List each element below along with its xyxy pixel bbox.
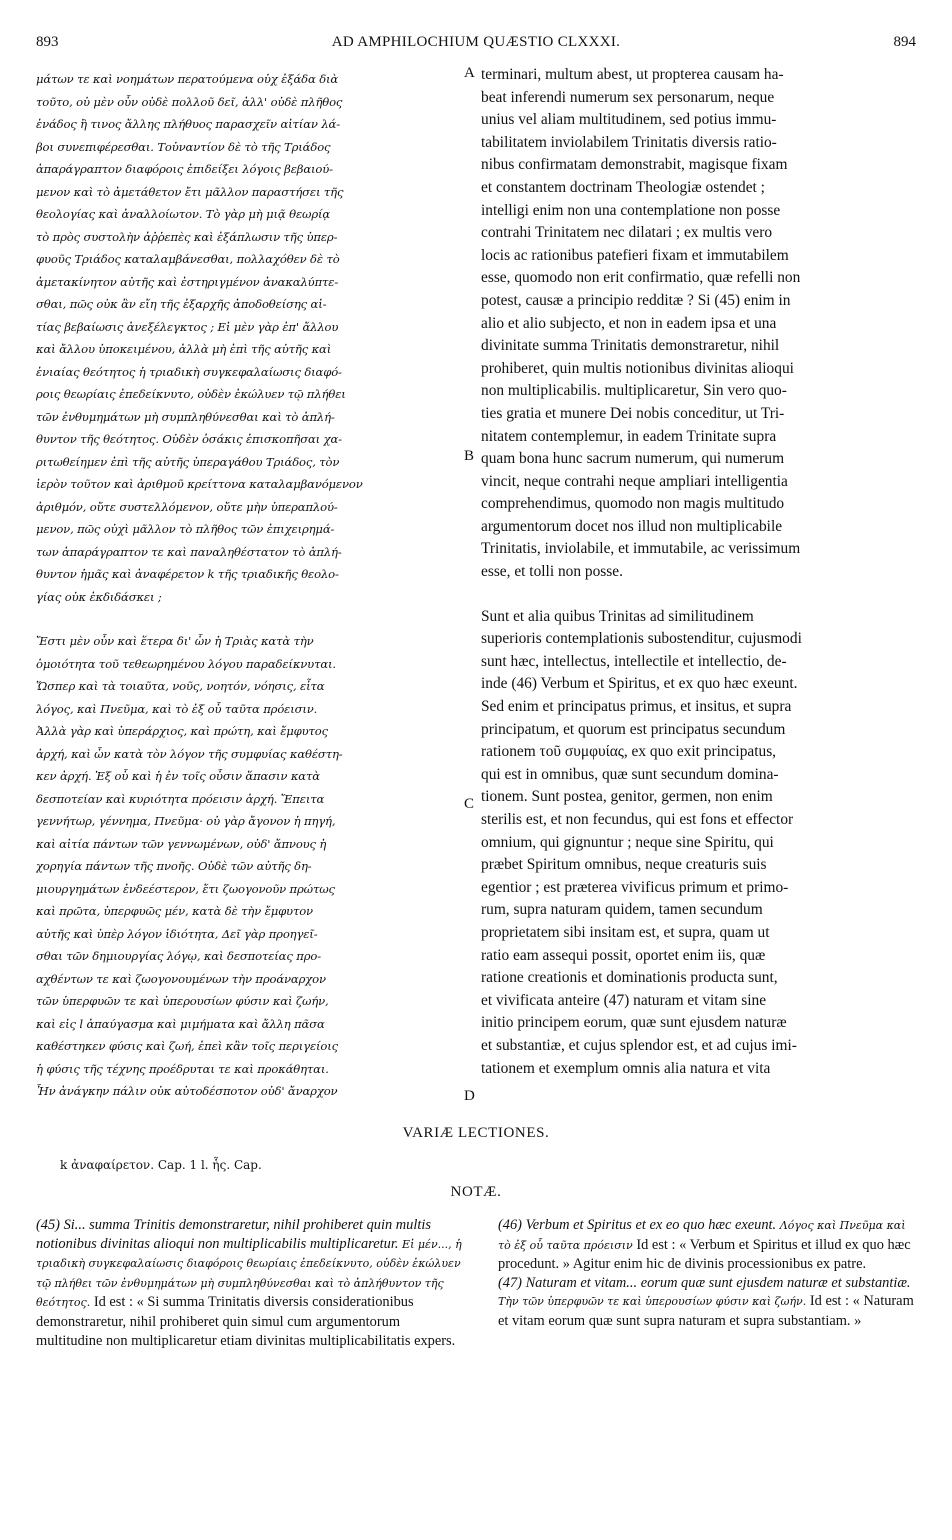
greek-text-line: θυντον τῆς θεότητος. Οὐδὲν ὁσάκις ἐπισκοπῆσαι χα- bbox=[36, 432, 342, 446]
greek-text-line: Ἔστι μὲν οὖν καὶ ἕτερα δι' ὧν ἡ Τριὰς κατὰ τὴν bbox=[36, 634, 314, 648]
greek-text-line: γίας οὐκ ἐκδιδάσκει ; bbox=[36, 589, 162, 604]
margin-letter-d: D bbox=[464, 1088, 475, 1104]
greek-text-line: Ἦν ἀνάγκην πάλιν οὐκ αὐτοδέσποτον οὐδ' ἄναρχον bbox=[36, 1084, 338, 1098]
greek-text-line: ἑνιαίας θεότητος ἡ τριαδικὴ συγκεφαλαίωσις διαφό- bbox=[36, 364, 342, 379]
greek-text-line: ὁμοιότητα τοῦ τεθεωρημένου λόγου παραδείκνυται. bbox=[36, 656, 336, 671]
greek-text-line: Ἀλλὰ γὰρ καὶ ὑπεράρχιος, καὶ πρώτη, καὶ ἔμφυτος bbox=[36, 724, 328, 738]
greek-text-line: μενον, πῶς οὐχὶ μᾶλλον τὸ πλῆθος τῶν ἐπιχειρημά- bbox=[36, 522, 335, 536]
note-paragraph bbox=[498, 1216, 918, 1274]
latin-text-line: præbet Spiritum omnibus, neque creaturis suis bbox=[481, 856, 767, 874]
greek-text-line: θεολογίας καὶ ἀναλλοίωτον. Τὸ γὰρ μὴ μιᾷ θεωρίᾳ bbox=[36, 207, 331, 221]
greek-text-line: σθαι, πῶς οὐκ ἂν εἴη τῆς ἐξαρχῆς ἀποδοθείσης αἰ- bbox=[36, 297, 327, 311]
latin-text-line: unius vel aliam multitudinem, sed potius immu- bbox=[481, 111, 777, 129]
greek-text-line: σθαι τῶν δημιουργίας λόγῳ, καὶ δεσποτείας προ- bbox=[36, 949, 321, 963]
latin-text-line: initio principem eorum, quæ sunt ejusdem naturæ bbox=[481, 1014, 787, 1032]
greek-text-line: γεννήτωρ, γέννημα, Πνεῦμα· οὐ γὰρ ἄγονον ἡ πηγή, bbox=[36, 814, 336, 828]
greek-text-line: μάτων τε καὶ νοημάτων περατούμενα οὐχ ἐξάδα διὰ bbox=[36, 72, 339, 86]
latin-text-line: et substantiæ, et cujus splendor est, et ad cujus imi- bbox=[481, 1036, 797, 1054]
greek-text-line: ἀπαράγραπτον διαφόροις ἐπιδείξει λόγοις βεβαιού- bbox=[36, 162, 333, 176]
notes-left-column bbox=[36, 1216, 462, 1350]
note-lemma: (46) Verbum et Spiritus et ex eo quo hæc exeunt. bbox=[498, 1217, 777, 1233]
latin-text-line: divinitate summa Trinitatis demonstraretur, nihil bbox=[481, 337, 780, 355]
latin-text-line: sunt hæc, intellectus, intellectile et intellectio, de- bbox=[481, 652, 787, 670]
latin-text-line: Trinitatis, inviolabile, et immutabile, ac verissimum bbox=[481, 540, 801, 558]
note-paragraph bbox=[36, 1216, 462, 1350]
note-greek: Τὴν τῶν ὑπερφυῶν τε καὶ ὑπερουσίων φύσιν καὶ ζωήν. bbox=[498, 1295, 807, 1309]
greek-text-line: ἀρχή, καὶ ὧν κατὰ τὸν λόγον τῆς συμφυίας καθέστη- bbox=[36, 746, 343, 761]
latin-text-line: rationem τοῦ συμφυίας, ex quo exit principatus, bbox=[481, 743, 777, 761]
greek-text-line: ριτωθείημεν ἐπὶ τῆς αὐτῆς ὑπεραγάθου Τριάδος, τὸν bbox=[36, 454, 340, 469]
greek-text-line: ἀμετακίνητον αὐτῆς καὶ ἐστηριγμένον ἀνακαλύπτε- bbox=[36, 274, 339, 289]
greek-text-line: βοι συνεπιφέρεσθαι. Τοὐναντίον δὲ τὸ τῆς Τριάδος bbox=[36, 139, 331, 154]
latin-text-line: argumentorum docet nos illud non multiplicabile bbox=[481, 517, 783, 535]
latin-text-line: Sed enim et principatus primus, et insitus, et supra bbox=[481, 698, 792, 716]
note-lemma: (47) Naturam et vitam... eorum quæ sunt ejusdem naturæ et substantiæ. bbox=[498, 1274, 911, 1291]
latin-text-line: terminari, multum abest, ut propterea causam ha- bbox=[481, 66, 784, 83]
greek-text-line: καθέστηκεν φύσις καὶ ζωή, ἐπεὶ κἂν τοῖς περιγείοις bbox=[36, 1039, 338, 1053]
greek-text-line: ροις θεωρίαις ἐπεδείκνυτο, οὐδὲν ἐκώλυεν τῷ πλήθει bbox=[36, 387, 346, 401]
note-text: Id est : « Verbum et Spiritus et illud ex quo hæc procedunt. » Agitur enim hic de divinis processionibus ex patre. bbox=[498, 1236, 911, 1273]
greek-text-line: ἀριθμόν, οὔτε συστελλόμενον, οὔτε μὴν ὑπεραπλού- bbox=[36, 499, 338, 514]
greek-text-line: λόγος, καὶ Πνεῦμα, καὶ τὸ ἐξ οὗ ταῦτα πρόεισιν. bbox=[36, 701, 318, 716]
page-number-right: 894 bbox=[893, 34, 916, 50]
greek-text-line: μιουργημάτων ἐνδεέστερον, ἔτι ζωογονοῦν πρώτως bbox=[36, 881, 335, 896]
greek-text-line: θυντον ἡμᾶς καὶ ἀναφέρετον k τῆς τριαδικῆς θεολο- bbox=[36, 567, 339, 581]
greek-text-line: τὸ πρὸς συστολὴν ἀῤῥεπὲς καὶ ἐξάπλωσιν τῆς ὑπερ- bbox=[36, 229, 338, 244]
latin-text-line: omnium, qui gignuntur ; neque sine Spiritu, qui bbox=[481, 833, 774, 851]
margin-letter-c: C bbox=[464, 796, 475, 812]
notes-right-column bbox=[498, 1216, 918, 1331]
running-title: AD AMPHILOCHIUM QUÆSTIO CLXXXI. bbox=[331, 34, 621, 50]
latin-text-line bbox=[481, 584, 917, 606]
greek-text-line: καὶ εἰς l ἀπαύγασμα καὶ μιμήματα καὶ ἄλλη πᾶσα bbox=[36, 1016, 325, 1031]
greek-text-line: τίας βεβαίωσις ἀνεξέλεγκτος ; Εἰ μὲν γὰρ ἐπ' ἄλλου bbox=[36, 319, 339, 334]
latin-text-line: locis ac rationibus patefieri fixam et immutabilem bbox=[481, 246, 789, 264]
latin-text-line: tionem. Sunt postea, genitor, germen, non enim bbox=[481, 788, 773, 806]
note-greek: Εἰ μέν..., ἡ τριαδικὴ συγκεφαλαίωσις διαφόροις θεωρίαις ἐπεδείκνυτο, οὐδὲν ἐκώλυεν τῷ πλήθει τῶν ἐνθυμημάτων μὴ συμπληθύνεσθαι καὶ τὸ ἀπλήθυντον τῆς θεότητος. bbox=[36, 1237, 462, 1310]
latin-text-line: non multiplicabilis. multiplicaretur, Sin vero quo- bbox=[481, 382, 787, 400]
latin-text-line: tabilitatem inviolabilem Trinitatis diversis ratio- bbox=[481, 133, 777, 151]
latin-text-line: Sunt et alia quibus Trinitas ad similitudinem bbox=[481, 607, 754, 625]
latin-text-line: et vivificata anteire (47) naturam et vitam sine bbox=[481, 991, 767, 1009]
greek-text-column bbox=[36, 68, 460, 1103]
greek-text-line: ἑνάδος ἢ τινος ἄλλης πλήθυος παρασχεῖν αἰτίαν λά- bbox=[36, 117, 340, 131]
greek-text-line: καὶ πρῶτα, ὑπερφυῶς μέν, κατὰ δὲ τὴν ἔμφυτον bbox=[36, 904, 313, 918]
latin-text-line: qui est in omnibus, quæ sunt secundum domina- bbox=[481, 765, 779, 783]
latin-text-line: nitatem contemplemur, in eadem Trinitate supra bbox=[481, 427, 777, 445]
greek-text-line: αχθέντων τε καὶ ζωογονουμένων τὴν προάναρχον bbox=[36, 971, 326, 986]
greek-text-line: τῶν ἐνθυμημάτων μὴ συμπληθύνεσθαι καὶ τὸ ἀπλή- bbox=[36, 409, 335, 424]
latin-text-line: esse, quomodo non erit confirmatio, quæ refelli non bbox=[481, 269, 801, 287]
latin-text-line: quam bona hunc sacrum numerum, qui numerum bbox=[481, 450, 785, 468]
latin-text-line: principatum, et quorum est principatus secundum bbox=[481, 720, 786, 738]
note-paragraph bbox=[498, 1274, 918, 1331]
greek-text-line: χορηγία πάντων τῆς πνοῆς. Οὐδὲ τῶν αὐτῆς δη- bbox=[36, 859, 312, 873]
latin-text-line: alio et alio subjecto, et non in eadem ipsa et una bbox=[481, 314, 777, 332]
variae-lectiones-text: k ἀναφαίρετον. Cap. 1 l. ἧς. Cap. bbox=[60, 1158, 262, 1172]
running-header bbox=[36, 34, 916, 56]
latin-text-line: sterilis est, et non fecundus, qui est fons et effector bbox=[481, 811, 794, 828]
latin-text-line: ratione creationis et dominationis producta sunt, bbox=[481, 969, 778, 987]
note-text: Id est : « Naturam et vitam eorum quæ sunt supra naturam et supra substantiam. » bbox=[498, 1293, 914, 1329]
latin-text-line: superioris contemplationis subostenditur, cujusmodi bbox=[481, 630, 802, 648]
note-lemma: (45) Si... summa Trinitis demonstraretur, nihil prohiberet quin multis notionibus divinitas alioqui non multiplicabilis multiplicaretur. bbox=[36, 1217, 431, 1252]
latin-text-line: inde (46) Verbum et Spiritus, et ex quo hæc exeunt. bbox=[481, 675, 798, 693]
note-greek: Λόγος καὶ Πνεῦμα καὶ τὸ ἐξ οὗ ταῦτα πρόεισιν bbox=[498, 1219, 906, 1252]
greek-text-line: των ἀπαράγραπτον τε καὶ παναληθέστατον τὸ ἀπλή- bbox=[36, 544, 342, 559]
note-text: Id est : « Si summa Trinitatis diversis considerationibus demonstraretur, nihil prohiberet quin simul cum argumentorum multitudine non multiplicaretur etiam divinitas multiplicabilitatis expers. bbox=[36, 1294, 456, 1349]
latin-text-line: comprehendimus, quomodo non magis multitudo bbox=[481, 495, 785, 513]
greek-text-line: δεσποτείαν καὶ κυριότητα πρόεισιν ἀρχή. Ἔπειτα bbox=[36, 791, 325, 806]
greek-text-line: φυοῦς Τριάδος καταλαμβάνεσθαι, πολλαχόθεν δὲ τὸ bbox=[36, 252, 340, 266]
greek-text-line: τῶν ὑπερφυῶν τε καὶ ὑπερουσίων φύσιν καὶ ζωήν, bbox=[36, 994, 329, 1008]
greek-text-line: ἡ φύσις τῆς τέχνης προέδρυται τε καὶ προκάθηται. bbox=[36, 1061, 329, 1076]
latin-text-line: beat inferendi numerum sex personarum, neque bbox=[481, 88, 775, 106]
latin-text-line: ratio eam assequi possit, oportet enim iis, quæ bbox=[481, 946, 766, 964]
latin-text-line: ties gratia et munere Dei nobis conceditur, ut Tri- bbox=[481, 404, 785, 422]
margin-letter-b: B bbox=[464, 448, 475, 464]
latin-text-line: potest, causæ a principio redditæ ? Si (45) enim in bbox=[481, 291, 791, 309]
latin-text-line: tationem et exemplum omnis alia natura et vita bbox=[481, 1059, 771, 1077]
greek-text-line: μενον καὶ τὸ ἀμετάθετον ἔτι μᾶλλον παραστήσει τῆς bbox=[36, 184, 344, 199]
margin-letter-a: A bbox=[464, 65, 475, 81]
latin-text-line: nibus confirmatam demonstrabit, magisque fixam bbox=[481, 156, 788, 174]
latin-text-line: rum, supra naturam quidem, tamen secundum bbox=[481, 901, 763, 919]
latin-text-line: vincit, neque contrahi neque ampliari intelligentia bbox=[481, 472, 788, 490]
latin-text-line: proprietatem sibi insitam est, et supra, quam ut bbox=[481, 923, 770, 941]
greek-text-line: καὶ ἄλλου ὑποκειμένου, ἀλλὰ μὴ ἐπὶ τῆς αὐτῆς καὶ bbox=[36, 342, 332, 356]
greek-text-line: ἱερὸν τοῦτον καὶ ἀριθμοῦ κρείττονα καταλαμβανόμενον bbox=[36, 477, 363, 491]
notae-heading: NOTÆ. bbox=[450, 1184, 502, 1200]
greek-text-line bbox=[36, 608, 460, 630]
latin-text-column bbox=[481, 64, 917, 1080]
greek-text-line: καὶ αἰτία πάντων τῶν γεννωμένων, οὐδ' ἄπνους ἡ bbox=[36, 836, 327, 851]
page-number-left: 893 bbox=[36, 34, 59, 50]
latin-text-line: esse, et tolli non posse. bbox=[481, 563, 623, 581]
greek-text-line: αὐτῆς καὶ ὑπὲρ λόγον ἰδιότητα, Δεῖ γὰρ προηγεῖ- bbox=[36, 926, 318, 941]
latin-text-line: et constantem doctrinam Theologiæ ostendet ; bbox=[481, 178, 765, 196]
latin-text-line: intelligi enim non una contemplatione non posse bbox=[481, 201, 781, 219]
latin-text-line: prohiberet, quin multis notionibus divinitas alioqui bbox=[481, 359, 794, 377]
greek-text-line: τοῦτο, οὐ μὲν οὖν οὐδὲ πολλοῦ δεῖ, ἀλλ' οὐδὲ πλῆθος bbox=[36, 94, 343, 109]
greek-text-line: Ὥσπερ καὶ τὰ τοιαῦτα, νοῦς, νοητόν, νόησις, εἶτα bbox=[36, 679, 325, 693]
latin-text-line: egentior ; est præterea vivificus primum et primo- bbox=[481, 878, 789, 896]
variae-lectiones-heading: VARIÆ LECTIONES. bbox=[402, 1125, 550, 1141]
greek-text-line: κεν ἀρχή. Ἐξ οὗ καὶ ἡ ἐν τοῖς οὖσιν ἅπασιν κατὰ bbox=[36, 769, 320, 783]
latin-text-line: contrahi Trinitatem nec dilatari ; ex multis vero bbox=[481, 224, 773, 242]
